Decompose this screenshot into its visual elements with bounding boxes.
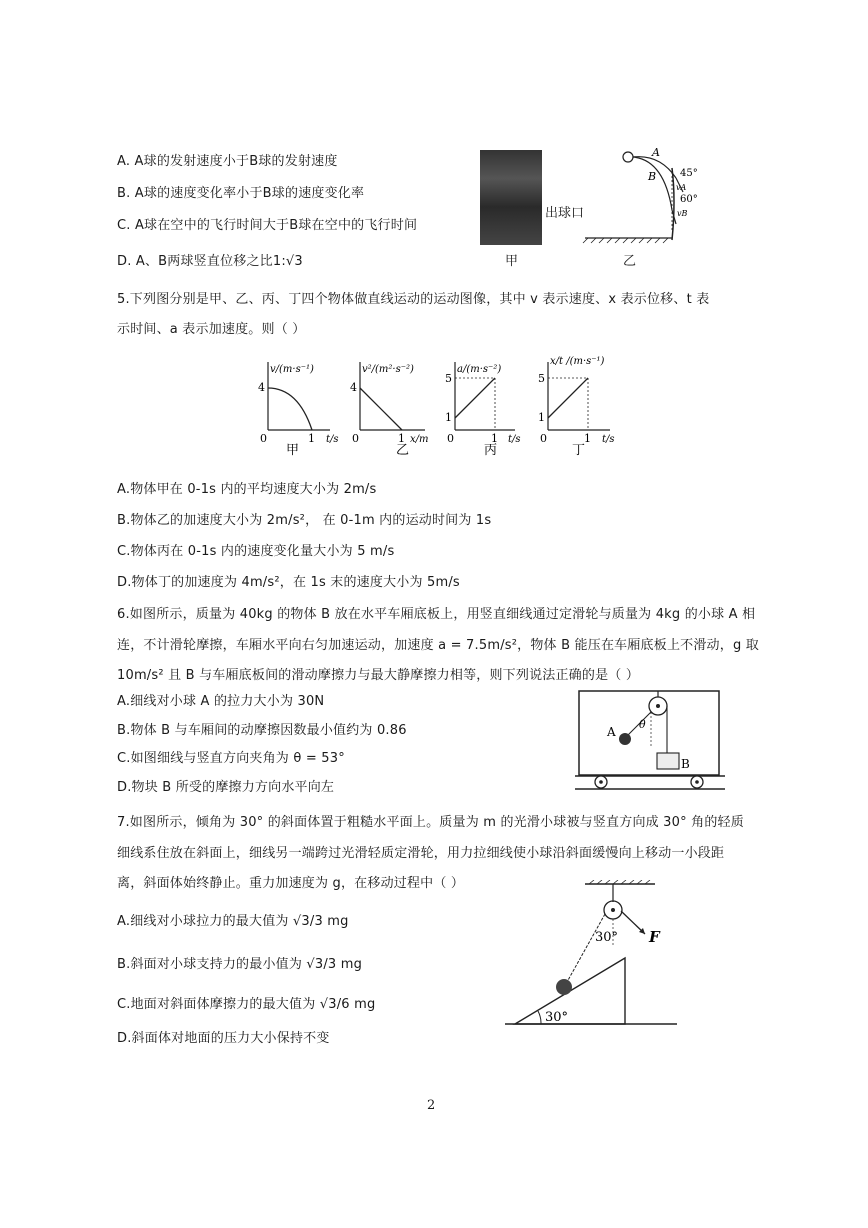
svg-text:5: 5 xyxy=(445,372,452,385)
svg-text:t/s: t/s xyxy=(508,434,521,445)
q4-option-c: C. A球在空中的飞行时间大于B球在空中的飞行时间 xyxy=(117,218,418,233)
label-a: A xyxy=(652,146,660,159)
svg-text:1: 1 xyxy=(308,432,315,445)
q4-option-d: D. A、B两球竖直位移之比1:√3 xyxy=(117,254,303,269)
svg-text:1: 1 xyxy=(445,411,452,424)
q5-option-d: D.物体丁的加速度为 4m/s²，在 1s 末的速度大小为 5m/s xyxy=(117,575,460,590)
label-va: vA xyxy=(676,183,687,192)
q4-photo xyxy=(480,150,542,245)
q4-photo-caption: 甲 xyxy=(505,254,519,269)
svg-text:1: 1 xyxy=(538,411,545,424)
svg-text:t/s: t/s xyxy=(602,434,615,445)
q6-option-c: C.如图细线与竖直方向夹角为 θ = 53° xyxy=(117,751,345,766)
svg-text:0: 0 xyxy=(447,432,454,445)
q6-stem-line1: 6.如图所示，质量为 40kg 的物体 B 放在水平车厢底板上，用竖直细线通过定滑轮与质量为 4kg 的小球 A 相 xyxy=(117,607,756,622)
q5-graphs xyxy=(250,350,630,460)
angle-top-label: 30° xyxy=(595,930,619,945)
string-to-ball xyxy=(567,914,605,982)
label-a: A xyxy=(607,725,616,739)
q4-option-a: A. A球的发射速度小于B球的发射速度 xyxy=(117,154,338,169)
force-label: F xyxy=(649,928,660,946)
angle-60: 60° xyxy=(680,194,698,205)
q7-option-b: B.斜面对小球支持力的最小值为 √3/3 mg xyxy=(117,957,363,972)
graph-ding xyxy=(538,356,615,458)
svg-text:甲: 甲 xyxy=(286,443,300,458)
q5-option-c: C.物体丙在 0-1s 内的速度变化量大小为 5 m/s xyxy=(117,544,395,559)
q7-option-a: A.细线对小球拉力的最大值为 √3/3 mg xyxy=(117,914,349,929)
trajectory-b xyxy=(633,157,672,210)
q7-stem-line1: 7.如图所示，倾角为 30° 的斜面体置于粗糙水平面上。质量为 m 的光滑小球被与竖直方向成 30° 角的轻质 xyxy=(117,815,744,830)
page-number: 2 xyxy=(427,1098,436,1113)
svg-text:丁: 丁 xyxy=(572,443,586,458)
angle-45: 45° xyxy=(680,168,698,179)
q6-stem-line2: 连，不计滑轮摩擦，车厢水平向右匀加速运动，加速度 a = 7.5m/s²，物体 B 能压在车厢底板上不滑动，g 取 xyxy=(117,638,759,653)
svg-text:0: 0 xyxy=(540,432,547,445)
graph-yi-line xyxy=(360,388,402,430)
svg-text:v/(m·s⁻¹): v/(m·s⁻¹) xyxy=(270,364,314,375)
q6-option-b: B.物体 B 与车厢间的动摩擦因数最小值约为 0.86 xyxy=(117,723,407,738)
svg-text:1: 1 xyxy=(491,432,498,445)
q7-stem-line3: 离，斜面体始终静止。重力加速度为 g，在移动过程中（ ） xyxy=(117,876,465,891)
block-b xyxy=(657,753,679,769)
q6-option-d: D.物块 B 所受的摩擦力方向水平向左 xyxy=(117,780,335,795)
q5-stem-line1: 5.下列图分别是甲、乙、丙、丁四个物体做直线运动的运动图像，其中 v 表示速度、x 表示位移、t 表 xyxy=(117,292,710,307)
svg-text:x/m: x/m xyxy=(410,434,429,445)
q7-incline-diagram xyxy=(505,880,680,1030)
q5-option-b: B.物体乙的加速度大小为 2m/s²， 在 0-1m 内的运动时间为 1s xyxy=(117,513,492,528)
angle-bottom-label: 30° xyxy=(545,1010,569,1025)
label-b: B xyxy=(648,170,657,183)
q5-option-a: A.物体甲在 0-1s 内的平均速度大小为 2m/s xyxy=(117,482,377,497)
svg-text:丙: 丙 xyxy=(484,443,498,458)
svg-text:4: 4 xyxy=(258,381,265,394)
svg-text:乙: 乙 xyxy=(396,443,410,458)
q7-option-c: C.地面对斜面体摩擦力的最大值为 √3/6 mg xyxy=(117,997,376,1012)
pulley-axle xyxy=(656,704,660,708)
svg-text:0: 0 xyxy=(260,432,267,445)
ground-hatch xyxy=(583,238,668,243)
q4-diagram-caption: 乙 xyxy=(623,254,637,269)
ball xyxy=(556,979,572,995)
q5-stem-line2: 示时间、a 表示加速度。则（ ） xyxy=(117,322,306,337)
graph-bing-line xyxy=(455,378,495,418)
graph-jia-curve xyxy=(268,388,312,430)
q7-stem-line2: 细线系住放在斜面上，细线另一端跨过光滑轻质定滑轮，用力拉细线使小球沿斜面缓慢向上移动一小段距 xyxy=(117,846,725,861)
q6-stem-line3: 10m/s² 且 B 与车厢底板间的滑动摩擦力与最大静摩擦力相等，则下列说法正确的是（ ） xyxy=(117,668,640,683)
q6-cart-diagram xyxy=(575,688,725,793)
svg-text:0: 0 xyxy=(352,432,359,445)
svg-text:v²/(m²·s⁻²): v²/(m²·s⁻²) xyxy=(362,364,414,375)
launch-point xyxy=(623,152,633,162)
angle-arc xyxy=(538,1011,541,1024)
svg-text:t/s: t/s xyxy=(326,434,339,445)
label-theta: θ xyxy=(639,718,646,731)
label-vb: vB xyxy=(677,209,688,218)
q4-outlet-label: 出球口 xyxy=(545,206,585,221)
q4-trajectory-diagram xyxy=(580,140,700,265)
svg-text:4: 4 xyxy=(350,381,357,394)
svg-text:x/t /(m·s⁻¹): x/t /(m·s⁻¹) xyxy=(550,356,605,367)
label-b: B xyxy=(681,757,690,771)
graph-bing xyxy=(445,362,521,458)
svg-text:1: 1 xyxy=(584,432,591,445)
q7-option-d: D.斜面体对地面的压力大小保持不变 xyxy=(117,1031,330,1046)
graph-yi xyxy=(350,362,429,458)
q4-option-b: B. A球的速度变化率小于B球的速度变化率 xyxy=(117,186,365,201)
svg-text:1: 1 xyxy=(398,432,405,445)
svg-text:5: 5 xyxy=(538,372,545,385)
svg-text:a/(m·s⁻²): a/(m·s⁻²) xyxy=(457,364,502,375)
graph-ding-line xyxy=(548,378,588,418)
q6-option-a: A.细线对小球 A 的拉力大小为 30N xyxy=(117,694,325,709)
graph-jia xyxy=(258,362,339,458)
ball-a xyxy=(619,733,631,745)
